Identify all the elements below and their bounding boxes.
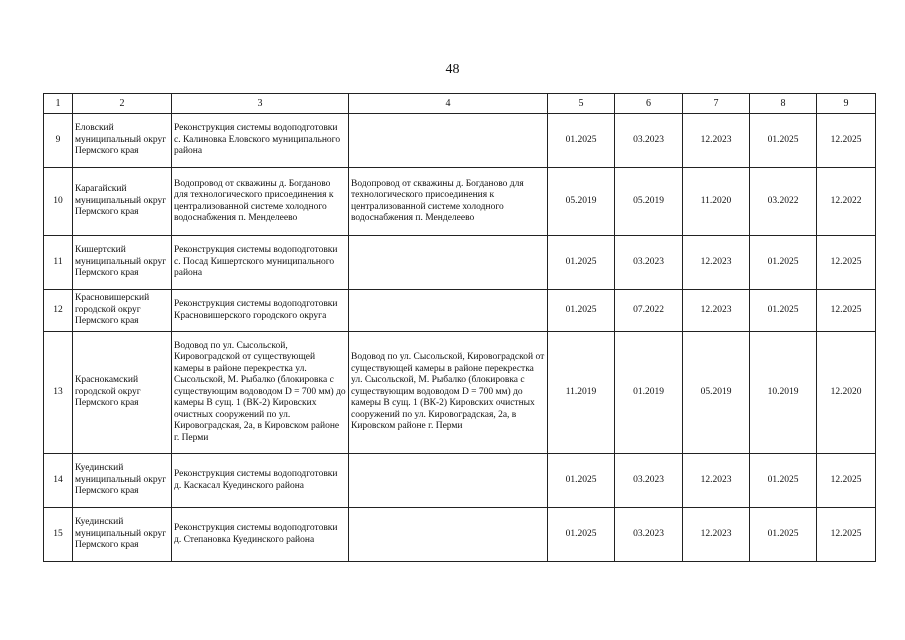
region-cell: Кишертский муниципальный округ Пермского края <box>73 236 172 290</box>
column-header: 3 <box>172 94 349 114</box>
column-header: 7 <box>683 94 750 114</box>
date-cell: 05.2019 <box>548 168 615 236</box>
date-cell: 12.2020 <box>817 332 876 454</box>
date-cell: 12.2025 <box>817 290 876 332</box>
object-cell: Реконструкция системы водоподготовки Красновишерского городского округа <box>172 290 349 332</box>
date-cell: 01.2025 <box>548 236 615 290</box>
region-cell: Краснокамский городской округ Пермского края <box>73 332 172 454</box>
date-cell: 11.2020 <box>683 168 750 236</box>
row-number: 10 <box>44 168 73 236</box>
date-cell: 01.2025 <box>548 290 615 332</box>
date-cell: 12.2025 <box>817 236 876 290</box>
table-row <box>44 114 876 168</box>
column-header: 5 <box>548 94 615 114</box>
region-cell: Куединский муниципальный округ Пермского края <box>73 454 172 508</box>
column-header: 1 <box>44 94 73 114</box>
extra-cell <box>349 508 548 562</box>
date-cell: 12.2025 <box>817 454 876 508</box>
extra-cell <box>349 114 548 168</box>
date-cell: 12.2022 <box>817 168 876 236</box>
table-row <box>44 236 876 290</box>
object-cell: Реконструкция системы водоподготовки с. Посад Кишертского муниципального района <box>172 236 349 290</box>
object-cell: Реконструкция системы водоподготовки д. Степановка Куединского района <box>172 508 349 562</box>
extra-cell <box>349 454 548 508</box>
extra-cell: Водопровод от скважины д. Богданово для технологического присоединения к централизованной системе холодного водоснабжения п. Менделеево <box>349 168 548 236</box>
object-cell: Реконструкция системы водоподготовки д. Каскасал Куединского района <box>172 454 349 508</box>
date-cell: 01.2025 <box>750 508 817 562</box>
date-cell: 12.2023 <box>683 290 750 332</box>
table-row <box>44 290 876 332</box>
date-cell: 12.2023 <box>683 454 750 508</box>
date-cell: 10.2019 <box>750 332 817 454</box>
region-cell: Красновишерский городской округ Пермского края <box>73 290 172 332</box>
object-cell: Водопровод от скважины д. Богданово для технологического присоединения к централизованной системе холодного водоснабжения п. Менделеево <box>172 168 349 236</box>
region-cell: Еловский муниципальный округ Пермского края <box>73 114 172 168</box>
date-cell: 01.2025 <box>750 236 817 290</box>
extra-cell: Водовод по ул. Сысольской, Кировоградской от существующей камеры в районе перекрестка ул. Сысольской, М. Рыбалко (блокировка с существующим водоводом D = 700 мм) до камеры В сущ. 1 (ВК-2) Кировских очистных сооружений по ул. Кировоградская, 2а, в Кировском районе г. Перми <box>349 332 548 454</box>
table-row <box>44 168 876 236</box>
date-cell: 03.2023 <box>615 236 683 290</box>
date-cell: 11.2019 <box>548 332 615 454</box>
date-cell: 05.2019 <box>683 332 750 454</box>
date-cell: 03.2022 <box>750 168 817 236</box>
date-cell: 01.2019 <box>615 332 683 454</box>
table-row <box>44 508 876 562</box>
date-cell: 03.2023 <box>615 114 683 168</box>
date-cell: 03.2023 <box>615 454 683 508</box>
table-row <box>44 454 876 508</box>
date-cell: 01.2025 <box>750 114 817 168</box>
object-cell: Водовод по ул. Сысольской, Кировоградской от существующей камеры в районе перекрестка ул. Сысольской, М. Рыбалко (блокировка с существующим водоводом D = 700 мм) до камеры В сущ. 1 (ВК-2) Кировских очистных сооружений по ул. Кировоградская, 2а, в Кировском районе г. Перми <box>172 332 349 454</box>
region-cell: Карагайский муниципальный округ Пермского края <box>73 168 172 236</box>
date-cell: 01.2025 <box>750 290 817 332</box>
date-cell: 01.2025 <box>548 114 615 168</box>
column-header: 2 <box>73 94 172 114</box>
date-cell: 03.2023 <box>615 508 683 562</box>
column-header: 4 <box>349 94 548 114</box>
page-number: 48 <box>445 62 460 77</box>
table-row <box>44 332 876 454</box>
row-number: 15 <box>44 508 73 562</box>
date-cell: 12.2025 <box>817 114 876 168</box>
column-header: 8 <box>750 94 817 114</box>
column-header: 9 <box>817 94 876 114</box>
date-cell: 07.2022 <box>615 290 683 332</box>
header-row <box>44 94 876 114</box>
date-cell: 01.2025 <box>548 508 615 562</box>
row-number: 14 <box>44 454 73 508</box>
date-cell: 01.2025 <box>548 454 615 508</box>
row-number: 12 <box>44 290 73 332</box>
date-cell: 12.2023 <box>683 114 750 168</box>
column-header: 6 <box>615 94 683 114</box>
row-number: 11 <box>44 236 73 290</box>
date-cell: 05.2019 <box>615 168 683 236</box>
extra-cell <box>349 236 548 290</box>
region-cell: Куединский муниципальный округ Пермского края <box>73 508 172 562</box>
row-number: 13 <box>44 332 73 454</box>
date-cell: 01.2025 <box>750 454 817 508</box>
date-cell: 12.2023 <box>683 508 750 562</box>
row-number: 9 <box>44 114 73 168</box>
extra-cell <box>349 290 548 332</box>
date-cell: 12.2025 <box>817 508 876 562</box>
projects-table <box>43 93 876 562</box>
object-cell: Реконструкция системы водоподготовки с. Калиновка Еловского муниципального района <box>172 114 349 168</box>
date-cell: 12.2023 <box>683 236 750 290</box>
